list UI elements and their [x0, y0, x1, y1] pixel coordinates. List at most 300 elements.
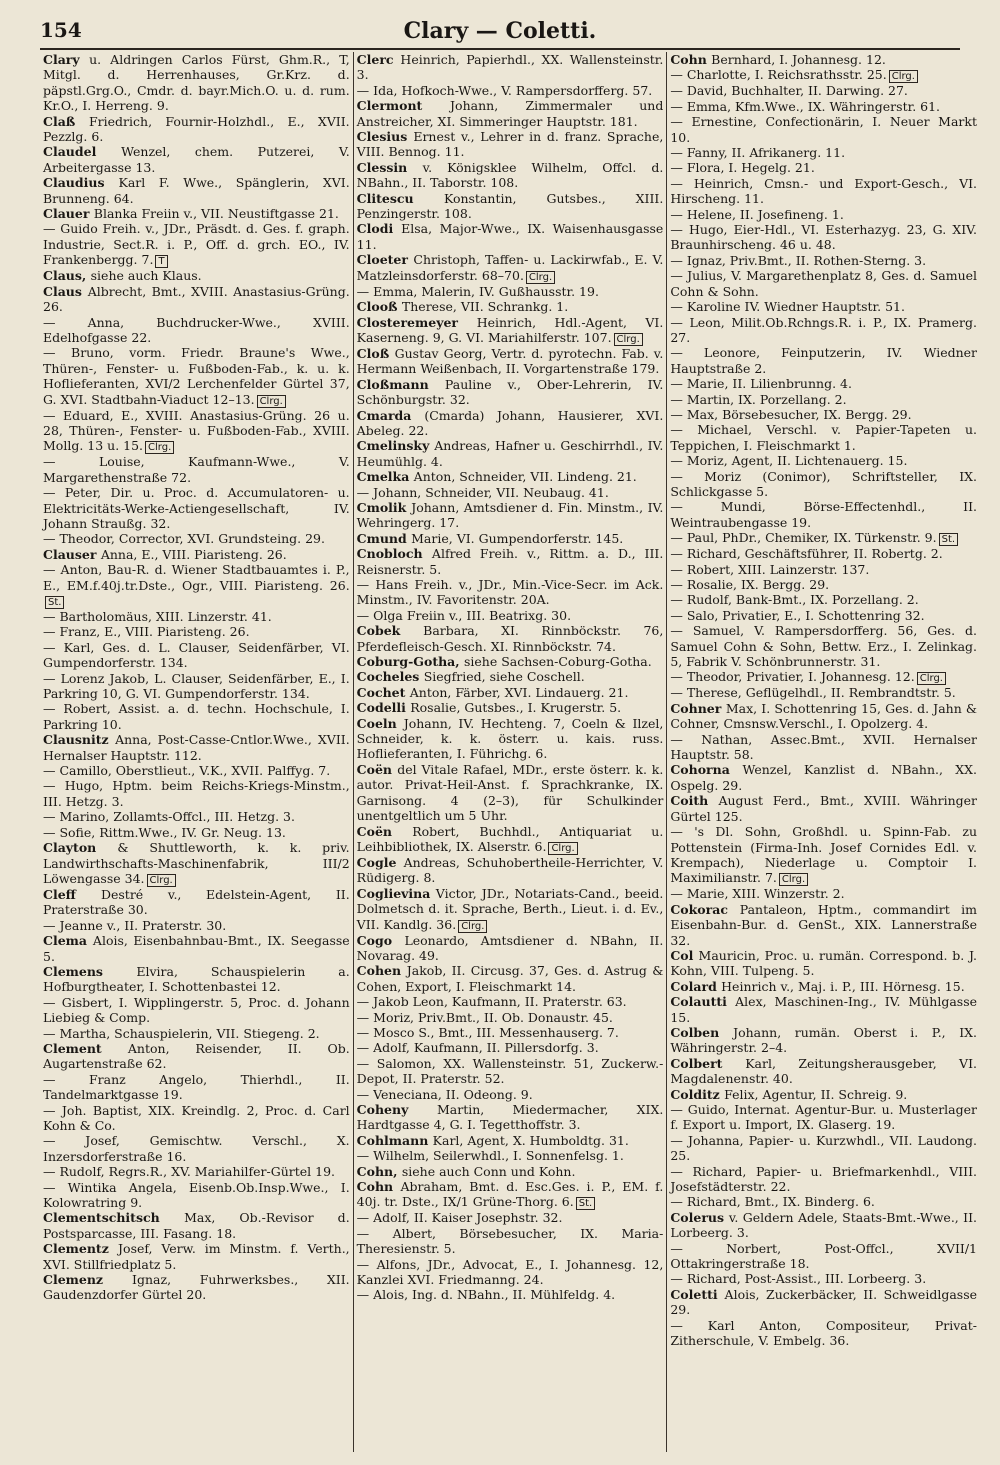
- directory-entry: [43, 562, 350, 609]
- directory-entry: [357, 1102, 664, 1133]
- entry-details: u. Aldringen Carlos Fürst, Ghm.R., T, Mitgl. d. Herrenhauses, Gr.Krz. d. päpstl.Grg.O., Cmdr. d. bayr.Mich.O. u. d. rum. Kr.O., I. Herreng. 9.: [43, 52, 350, 114]
- entry-details: — Franz Angelo, Thierhdl., II. Tandelmarktgasse 19.: [43, 1071, 350, 1103]
- directory-entry: [43, 315, 350, 346]
- directory-entry: [357, 1087, 664, 1102]
- entry-details: Alex, Maschinen-Ing., IV. Mühlgasse 15.: [670, 994, 978, 1025]
- directory-entry: [357, 469, 664, 484]
- entry-surname: Cloß: [356, 345, 395, 361]
- directory-entry: [43, 144, 350, 175]
- entry-surname: Clodi: [356, 221, 402, 237]
- entry-details: Ignaz, Fuhrwerksbes., XII. Gaudenzdorfer Gürtel 20.: [43, 1272, 350, 1303]
- entry-details: — Eduard, E., XVIII. Anastasius-Grüng. 26 u. 28, Thüren-, Fenster- u. Fußboden-Fab., XVIII. Mollg. 13 u. 15.: [43, 407, 350, 454]
- entry-surname: Coletti: [670, 1286, 725, 1302]
- entry-details: — Julius, V. Margarethenplatz 8, Ges. d. Samuel Cohn & Sohn.: [670, 268, 978, 299]
- entry-surname: Claudel: [43, 144, 122, 160]
- entry-details: — Camillo, Oberstlieut., V.K., XVII. Palffyg. 7.: [43, 763, 331, 779]
- entry-details: Anton, Reisender, II. Ob. Augartenstraße 62.: [43, 1040, 350, 1072]
- directory-entry: [43, 114, 350, 145]
- entry-details: — Rosalie, IX. Bergg. 29.: [670, 577, 830, 592]
- entry-surname: Cocheles: [356, 669, 424, 685]
- entry-surname: Coburg-Gotha,: [356, 654, 464, 670]
- entry-details: Andreas, Hafner u. Geschirrhdl., IV. Heumühlg. 4.: [356, 438, 664, 469]
- directory-entry: [670, 530, 977, 546]
- directory-entry: [43, 763, 350, 778]
- entry-surname: Cohlmann: [356, 1132, 433, 1148]
- entry-details: Abraham, Bmt. d. Esc.Ges. i. P., EM. f. 40j. tr. Dste., IX/1 Grüne-Thorg. 6.: [356, 1179, 664, 1210]
- entry-surname: Cohen: [356, 963, 407, 979]
- directory-entry: [357, 1257, 664, 1288]
- entry-details: — Robert, XIII. Lainzerstr. 137.: [670, 561, 870, 577]
- entry-details: — Hans Freih. v., JDr., Min.-Vice-Secr. im Ack. Minstm., IV. Favoritenstr. 20A.: [356, 577, 664, 608]
- directory-entry: [670, 623, 977, 669]
- directory-entry: [43, 175, 350, 206]
- entry-details: Anton, Schneider, VII. Lindeng. 21.: [413, 469, 637, 485]
- entry-details: — Wilhelm, Seilerwhdl., I. Sonnenfelsg. 1.: [356, 1148, 624, 1164]
- directory-entry: [670, 732, 977, 763]
- directory-entry: [43, 485, 350, 531]
- directory-entry: [670, 562, 977, 577]
- directory-entry: [43, 1026, 350, 1041]
- entry-tag: T: [155, 255, 167, 268]
- entry-tag: Clrg.: [458, 920, 487, 933]
- entry-details: Johann, Zimmermaler und Anstreicher, XI. Simmeringer Hauptstr. 181.: [356, 98, 664, 129]
- entry-details: Martin, Miedermacher, XIX. Hardtgasse 4, G. I. Tegetthoffstr. 3.: [356, 1102, 664, 1133]
- entry-details: — Johanna, Papier- u. Kurzwhdl., VII. Laudong. 25.: [670, 1132, 978, 1164]
- entry-details: — Alfons, JDr., Advocat, E., I. Johannesg. 12, Kanzlei XVI. Friedmanng. 24.: [356, 1256, 664, 1288]
- directory-entry: [670, 546, 977, 561]
- directory-entry: [357, 855, 664, 886]
- entry-surname: Clemens: [43, 963, 137, 979]
- entry-surname: Cleff: [43, 886, 101, 902]
- entry-details: Alois, Zuckerbäcker, II. Schweidlgasse 29.: [670, 1286, 978, 1318]
- entry-details: — Bartholomäus, XIII. Linzerstr. 41.: [43, 609, 272, 624]
- directory-entry: [357, 52, 664, 83]
- entry-details: — Veneciana, II. Odeong. 9.: [356, 1086, 533, 1102]
- entry-details: Johann, IV. Hechteng. 7, Coeln & Ilzel, Schneider, k. k. österr. u. kais. russ. Hoflieferanten, I. Führichg. 6.: [356, 715, 664, 762]
- directory-entry: [357, 577, 664, 608]
- entry-details: — Ida, Hofkoch-Wwe., V. Rampersdorfferg. 57.: [356, 82, 653, 98]
- entry-details: Therese, VII. Schrankg. 1.: [401, 299, 569, 315]
- directory-entry: [43, 206, 350, 221]
- entry-surname: Cobek: [356, 623, 424, 639]
- entry-details: (Cmarda) Johann, Hausierer, XVI. Abeleg. 22.: [356, 407, 664, 438]
- directory-entry: [357, 1040, 664, 1055]
- entry-details: Anna, Post-Casse-Cntlor.Wwe., XVII. Hernalser Hauptstr. 112.: [43, 732, 350, 763]
- entry-surname: Claudius: [43, 175, 119, 191]
- entry-surname: Clary: [43, 52, 90, 67]
- entry-details: — Peter, Dir. u. Proc. d. Accumulatoren- u. Elektricitäts-Werke-Actiengesellschaft, IV. Johann Straußg. 32.: [43, 485, 350, 531]
- directory-entry: [670, 979, 977, 994]
- entry-details: Alfred Freih. v., Rittm. a. D., III. Reisnerstr. 5.: [356, 546, 664, 577]
- directory-entry: [357, 346, 664, 377]
- directory-entry: [670, 453, 977, 468]
- entry-details: — Rudolf, Bank-Bmt., IX. Porzellang. 2.: [670, 592, 919, 608]
- directory-entry: [43, 1103, 350, 1134]
- entry-surname: Coën: [356, 761, 398, 777]
- directory-entry: [670, 114, 977, 145]
- entry-details: — Richard, Bmt., IX. Binderg. 6.: [670, 1194, 875, 1210]
- entry-details: — Olga Freiin v., III. Beatrixg. 30.: [356, 607, 572, 623]
- entry-surname: Clement: [43, 1040, 128, 1056]
- columns: [40, 52, 980, 1452]
- entry-details: — Martha, Schauspielerin, VII. Stiegeng. 2.: [43, 1025, 320, 1041]
- directory-entry: [670, 376, 977, 391]
- directory-entry: [670, 762, 977, 793]
- entry-details: Albrecht, Bmt., XVIII. Anastasius-Grüng. 26.: [43, 283, 350, 315]
- entry-surname: Coën: [356, 823, 413, 839]
- entry-surname: Colautti: [670, 994, 736, 1010]
- entry-details: Wenzel, Kanzlist d. NBahn., XX. Ospelg. 29.: [670, 762, 978, 793]
- column-3: [666, 52, 980, 1452]
- entry-surname: Cochet: [356, 684, 410, 700]
- entry-surname: Colard: [670, 978, 722, 994]
- entry-details: — Jakob Leon, Kaufmann, II. Praterstr. 63.: [356, 994, 627, 1010]
- entry-details: — Richard, Papier- u. Briefmarkenhdl., VIII. Josefstädterstr. 22.: [670, 1163, 978, 1195]
- entry-surname: Cohorna: [670, 762, 743, 778]
- directory-entry: [43, 1133, 350, 1164]
- directory-entry: [670, 1318, 977, 1349]
- entry-details: Jakob, II. Circusg. 37, Ges. d. Astrug & Cohen, Export, I. Fleischmarkt 14.: [356, 963, 664, 994]
- entry-details: Felix, Agentur, II. Schreig. 9.: [724, 1086, 908, 1102]
- entry-surname: Coglievina: [356, 885, 436, 901]
- entry-surname: Clayton: [43, 840, 118, 856]
- directory-entry: [357, 716, 664, 762]
- entry-details: — Salo, Privatier, E., I. Schottenring 32.: [670, 607, 925, 623]
- entry-details: siehe auch Klaus.: [90, 268, 202, 284]
- directory-entry: [43, 1041, 350, 1072]
- directory-entry: [43, 825, 350, 840]
- entry-details: Andreas, Schuhobertheile-Herrichter, V. Rüdigerg. 8.: [356, 854, 664, 886]
- page-header: [40, 18, 960, 50]
- entry-details: — Charlotte, I. Reichsrathsstr. 25.: [670, 67, 887, 83]
- header-rule: [40, 48, 960, 50]
- directory-entry: [670, 1241, 977, 1272]
- entry-surname: Clessin: [356, 159, 423, 175]
- entry-details: Barbara, XI. Rinnböckstr. 76, Pferdefleisch-Gesch. XI. Rinnböckstr. 74.: [356, 623, 664, 654]
- entry-surname: Clitescu: [356, 190, 444, 206]
- directory-entry: [670, 1102, 977, 1133]
- directory-entry: [357, 669, 664, 684]
- entry-surname: Claus,: [43, 268, 91, 284]
- entry-details: Karl, Agent, X. Humboldtg. 31.: [432, 1132, 629, 1148]
- directory-entry: [357, 1164, 664, 1179]
- directory-entry: [43, 609, 350, 624]
- entry-tag: Clrg.: [614, 333, 643, 346]
- entry-surname: Clausnitz: [43, 732, 116, 748]
- entry-surname: Clesius: [356, 129, 414, 145]
- entry-details: — Moriz, Agent, II. Lichtenauerg. 15.: [670, 453, 908, 469]
- entry-surname: Codelli: [356, 700, 411, 716]
- entry-tag: Clrg.: [147, 874, 176, 887]
- entry-details: Leonardo, Amtsdiener d. NBahn, II. Novarag. 49.: [356, 932, 664, 963]
- entry-details: Josef, Verw. im Minstm. f. Verth., XVI. Stillfriedplatz 5.: [43, 1241, 350, 1272]
- entry-details: — Guido Freih. v., JDr., Präsdt. d. Ges. f. graph. Industrie, Sect.R. i. P., Off. d. grch. EO., IV. Frankenbergg. 7.: [43, 221, 350, 268]
- entry-details: — Lorenz Jakob, L. Clauser, Seidenfärber, E., I. Parkring 10, G. VI. Gumpendorferstr. 134.: [43, 670, 350, 702]
- entry-details: — Johann, Schneider, VII. Neubaug. 41.: [356, 484, 609, 500]
- directory-entry: [670, 145, 977, 160]
- directory-entry: [43, 778, 350, 809]
- entry-details: Gustav Georg, Vertr. d. pyrotechn. Fab. v. Hermann Weißenbach, II. Vorgartenstraße 179.: [356, 345, 664, 377]
- directory-entry: [357, 933, 664, 964]
- entry-details: — Alois, Ing. d. NBahn., II. Mühlfeldg. 4.: [356, 1287, 616, 1303]
- entry-surname: Coeln: [356, 715, 404, 731]
- entry-tag: St.: [576, 1197, 595, 1210]
- directory-entry: [670, 299, 977, 314]
- directory-entry: [43, 531, 350, 546]
- entry-details: — Hugo, Hptm. beim Reichs-Kriegs-Minstm., III. Hetzg. 3.: [43, 778, 350, 809]
- directory-entry: [670, 1271, 977, 1286]
- directory-entry: [357, 886, 664, 933]
- directory-entry: [357, 1010, 664, 1025]
- entry-details: Destré v., Edelstein-Agent, II. Praterstraße 30.: [43, 886, 350, 918]
- entry-details: Friedrich, Fournir-Holzhdl., E., XVII. Pezzlg. 6.: [43, 113, 350, 145]
- column-2: [353, 52, 667, 1452]
- directory-entry: [670, 469, 977, 500]
- entry-details: — Moriz (Conimor), Schriftsteller, IX. Schlickgasse 5.: [670, 468, 978, 499]
- entry-surname: Clementz: [43, 1241, 119, 1257]
- entry-details: Alois, Eisenbahnbau-Bmt., IX. Seegasse 5.: [43, 933, 350, 964]
- directory-entry: [670, 948, 977, 979]
- entry-details: del Vitale Rafael, MDr., erste österr. k. k. autor. Privat-Heil-Anst. f. Sprachkranke, IX. Garnisong. 4 (2–3), für Schulkinder unentgeltlich um 5 Uhr.: [356, 761, 664, 824]
- entry-details: v. Königsklee Wilhelm, Offcl. d. NBahn., II. Taborstr. 108.: [356, 159, 664, 191]
- entry-details: — Michael, Verschl. v. Papier-Tapeten u. Teppichen, I. Fleischmarkt 1.: [670, 422, 978, 453]
- directory-entry: [357, 994, 664, 1009]
- directory-entry: [357, 83, 664, 98]
- directory-entry: [43, 547, 350, 562]
- entry-details: Johann, Amtsdiener d. Fin. Minstm., IV. Wehringerg. 17.: [356, 499, 664, 531]
- directory-entry: [670, 345, 977, 376]
- directory-entry: [670, 886, 977, 901]
- entry-details: — Josef, Gemischtw. Verschl., X. Inzersdorferstraße 16.: [43, 1133, 350, 1164]
- entry-details: Mauricin, Proc. u. rumän. Correspond. b. J. Kohn, VIII. Tulpeng. 5.: [670, 947, 978, 979]
- entry-details: Heinrich, Hdl.-Agent, VI. Kaserneng. 9, G. VI. Mariahilferstr. 107.: [356, 314, 664, 345]
- directory-entry: [670, 1025, 977, 1056]
- entry-surname: Colbert: [670, 1055, 746, 1071]
- directory-entry: [357, 160, 664, 191]
- entry-details: — David, Buchhalter, II. Darwing. 27.: [670, 83, 908, 99]
- entry-details: — Leonore, Feinputzerin, IV. Wiedner Hauptstraße 2.: [670, 345, 978, 376]
- directory-entry: [357, 500, 664, 531]
- directory-entry: [670, 1133, 977, 1164]
- entry-details: Robert, Buchhdl., Antiquariat u. Leihbibliothek, IX. Alserstr. 6.: [356, 823, 664, 854]
- entry-surname: Cmarda: [356, 407, 425, 423]
- directory-entry: [670, 222, 977, 253]
- directory-entry: [43, 964, 350, 995]
- directory-entry: [357, 408, 664, 439]
- entry-details: — Max, Börsebesucher, IX. Bergg. 29.: [670, 406, 912, 422]
- directory-entry: [670, 592, 977, 607]
- directory-entry: [43, 268, 350, 283]
- entry-details: Elsa, Major-Wwe., IX. Waisenhausgasse 11.: [356, 221, 664, 252]
- entry-details: — Nathan, Assec.Bmt., XVII. Hernalser Hauptstr. 58.: [670, 731, 978, 763]
- directory-entry: [670, 1194, 977, 1209]
- entry-details: Elvira, Schauspielerin a. Hofburgtheater, I. Schottenbastei 12.: [43, 963, 350, 995]
- entry-surname: Clementschitsch: [43, 1210, 185, 1226]
- directory-entry: [357, 1210, 664, 1225]
- entry-details: — Marie, II. Lilienbrunng. 4.: [670, 376, 852, 392]
- page-number: 154: [40, 18, 82, 42]
- entry-surname: Colditz: [670, 1086, 725, 1102]
- directory-entry: [43, 1210, 350, 1241]
- directory-entry: [357, 824, 664, 855]
- directory-entry: [43, 454, 350, 485]
- entry-surname: Colerus: [670, 1209, 729, 1225]
- directory-entry: [670, 52, 977, 67]
- entry-tag: St.: [45, 596, 64, 609]
- directory-entry: [670, 176, 977, 207]
- directory-entry: [670, 701, 977, 732]
- entry-details: — Jeanne v., II. Praterstr. 30.: [43, 917, 227, 933]
- entry-surname: Clauser: [43, 546, 101, 562]
- entry-details: — Adolf, II. Kaiser Josephstr. 32.: [356, 1210, 563, 1226]
- entry-details: — Ignaz, Priv.Bmt., II. Rothen-Sterng. 3.: [670, 252, 927, 268]
- directory-entry: [670, 392, 977, 407]
- entry-surname: Clauer: [43, 206, 94, 222]
- entry-details: — Gisbert, I. Wipplingerstr. 5, Proc. d. Johann Liebieg & Comp.: [43, 994, 350, 1026]
- entry-tag: St.: [939, 533, 958, 546]
- column-1: [40, 52, 353, 1452]
- entry-surname: Claß: [43, 113, 89, 129]
- directory-entry: [670, 1164, 977, 1195]
- entry-details: Karl F. Wwe., Spänglerin, XVI. Brunneng. 64.: [43, 175, 350, 206]
- directory-entry: [43, 408, 350, 455]
- directory-entry: [670, 1287, 977, 1318]
- entry-details: — Joh. Baptist, XIX. Kreindlg. 2, Proc. d. Carl Kohn & Co.: [43, 1102, 350, 1133]
- directory-entry: [43, 640, 350, 671]
- entry-surname: Cohn,: [356, 1163, 402, 1179]
- entry-details: — Guido, Internat. Agentur-Bur. u. Musterlager f. Export u. Import, IX. Glaserg. 19.: [670, 1102, 978, 1133]
- entry-tag: Clrg.: [917, 672, 946, 685]
- directory-entry: [43, 840, 350, 887]
- entry-tag: Clrg.: [548, 842, 577, 855]
- entry-surname: Clemenz: [43, 1272, 133, 1288]
- directory-entry: [357, 221, 664, 252]
- entry-details: Konstantin, Gutsbes., XIII. Penzingerstr. 108.: [356, 190, 664, 222]
- entry-surname: Cogle: [356, 854, 404, 870]
- entry-details: — Karoline IV. Wiedner Hauptstr. 51.: [670, 299, 905, 315]
- entry-details: — 's Dl. Sohn, Großhdl. u. Spinn-Fab. zu Pottenstein (Firma-Inh. Josef Cornides Edl. v. Krempach), Niederlage u. Comptoir I. Maximilianstr. 7.: [670, 824, 978, 886]
- directory-entry: [357, 1056, 664, 1087]
- directory-entry: [43, 671, 350, 702]
- directory-entry: [43, 887, 350, 918]
- entry-details: Blanka Freiin v., VII. Neustiftgasse 21.: [93, 206, 339, 222]
- directory-entry: [670, 407, 977, 422]
- directory-entry: [670, 608, 977, 623]
- directory-entry: [357, 546, 664, 577]
- entry-details: Johann, rumän. Oberst i. P., IX. Währingerstr. 2–4.: [670, 1024, 977, 1056]
- entry-details: — Marie, XIII. Winzerstr. 2.: [670, 886, 845, 902]
- entry-details: — Helene, II. Josefineng. 1.: [670, 206, 844, 222]
- entry-details: Marie, VI. Gumpendorferstr. 145.: [411, 530, 624, 546]
- directory-entry: [43, 624, 350, 639]
- entry-tag: Clrg.: [889, 70, 918, 83]
- entry-details: — Karl, Ges. d. L. Clauser, Seidenfärber, VI. Gumpendorferstr. 134.: [43, 639, 350, 671]
- entry-details: Heinrich v., Maj. i. P., III. Hörnesg. 15.: [721, 978, 965, 994]
- entry-surname: Coheny: [356, 1102, 437, 1117]
- entry-details: — Heinrich, Cmsn.- und Export-Gesch., VI. Hirscheng. 11.: [670, 175, 978, 207]
- directory-entry: [670, 1210, 977, 1241]
- entry-details: — Franz, E., VIII. Piaristeng. 26.: [43, 624, 250, 640]
- running-head: Clary — Coletti.: [403, 18, 597, 44]
- entry-details: Rosalie, Gutsbes., I. Krugerstr. 5.: [410, 700, 622, 716]
- directory-entry: [43, 221, 350, 268]
- entry-details: — Moriz, Priv.Bmt., II. Ob. Donaustr. 45.: [356, 1009, 613, 1025]
- directory-entry: [670, 422, 977, 453]
- directory-entry: [357, 284, 664, 299]
- directory-entry: [670, 1087, 977, 1102]
- entry-details: siehe Sachsen-Coburg-Gotha.: [463, 654, 652, 670]
- entry-surname: Closteremeyer: [356, 314, 477, 330]
- entry-details: — Theodor, Corrector, XVI. Grundsteing. 29.: [43, 531, 325, 547]
- entry-surname: Clermont: [356, 98, 451, 114]
- directory-entry: [670, 315, 977, 346]
- entry-details: — Anna, Buchdrucker-Wwe., XVIII. Edelhofgasse 22.: [43, 314, 350, 345]
- directory-entry: [357, 762, 664, 824]
- entry-details: — Emma, Malerin, IV. Gußhausstr. 19.: [356, 283, 599, 299]
- entry-tag: Clrg.: [526, 271, 555, 284]
- directory-entry: [43, 1241, 350, 1272]
- directory-entry: [670, 669, 977, 685]
- entry-details: — Flora, I. Hegelg. 21.: [670, 160, 815, 176]
- entry-surname: Clema: [43, 933, 93, 949]
- entry-tag: Clrg.: [779, 873, 808, 886]
- entry-details: — Theodor, Privatier, I. Johannesg. 12.: [670, 669, 915, 685]
- entry-details: — Adolf, Kaufmann, II. Pillersdorfg. 3.: [356, 1040, 599, 1056]
- directory-entry: [43, 1072, 350, 1103]
- entry-details: — Martin, IX. Porzellang. 2.: [670, 391, 847, 407]
- entry-details: Bernhard, I. Johannesg. 12.: [711, 52, 886, 67]
- entry-details: — Louise, Kaufmann-Wwe., V. Margarethenstraße 72.: [43, 454, 350, 485]
- directory-entry: [357, 485, 664, 500]
- entry-surname: Coith: [670, 793, 719, 809]
- directory-entry: [357, 252, 664, 283]
- directory-entry: [670, 824, 977, 886]
- entry-surname: Cohner: [670, 700, 726, 716]
- entry-details: Anna, E., VIII. Piaristeng. 26.: [100, 546, 287, 562]
- directory-entry: [670, 160, 977, 175]
- directory-entry: [43, 918, 350, 933]
- entry-details: Karl, Zeitungsherausgeber, VI. Magdalenenstr. 40.: [670, 1055, 977, 1087]
- entry-details: Victor, JDr., Notariats-Cand., beeid. Dolmetsch d. it. Sprache, Berth., Lieut. i. d. Ev., VII. Kandlg. 36.: [356, 885, 664, 932]
- entry-details: Wenzel, chem. Putzerei, V. Arbeitergasse 13.: [43, 144, 350, 175]
- entry-surname: Cokorac: [670, 901, 740, 917]
- entry-details: — Robert, Assist. a. d. techn. Hochschule, I. Parkring 10.: [43, 701, 350, 732]
- entry-surname: Claus: [43, 283, 88, 299]
- directory-entry: [357, 654, 664, 669]
- entry-details: — Leon, Milit.Ob.Rchngs.R. i. P., IX. Pramerg. 27.: [670, 314, 978, 345]
- entry-surname: Cogo: [356, 932, 405, 948]
- entry-details: — Emma, Kfm.Wwe., IX. Währingerstr. 61.: [670, 98, 941, 114]
- directory-entry: [357, 623, 664, 654]
- directory-entry: [43, 995, 350, 1026]
- entry-details: Ernest v., Lehrer in d. franz. Sprache, VIII. Bennog. 11.: [356, 129, 664, 160]
- directory-entry: [357, 1133, 664, 1148]
- directory-entry: [670, 994, 977, 1025]
- entry-surname: Cohn: [356, 1179, 401, 1195]
- entry-details: Pauline v., Ober-Lehrerin, IV. Schönburgstr. 32.: [356, 376, 664, 408]
- directory-entry: [670, 685, 977, 700]
- entry-details: — Wintika Angela, Eisenb.Ob.Insp.Wwe., I. Kolowratring 9.: [43, 1179, 350, 1211]
- entry-details: Anton, Färber, XVI. Lindauerg. 21.: [409, 684, 629, 700]
- entry-surname: Cmolik: [356, 499, 412, 515]
- entry-details: — Anton, Bau-R. d. Wiener Stadtbauamtes i. P., E., EM.f.40j.tr.Dste., Ogr., VIII. Piaristeng. 26.: [43, 562, 350, 593]
- entry-details: — Albert, Börsebesucher, IX. Maria-Theresienstr. 5.: [356, 1225, 664, 1257]
- entry-details: & Shuttleworth, k. k. priv. Landwirthschafts-Maschinenfabrik, III/2 Löwengasse 34.: [43, 840, 350, 886]
- entry-details: Max, I. Schottenring 15, Ges. d. Jahn & Cohner, Cmsnsw.Verschl., I. Opolzerg. 4.: [670, 700, 978, 732]
- directory-entry: [43, 933, 350, 964]
- directory-entry: [670, 577, 977, 592]
- directory-entry: [670, 268, 977, 299]
